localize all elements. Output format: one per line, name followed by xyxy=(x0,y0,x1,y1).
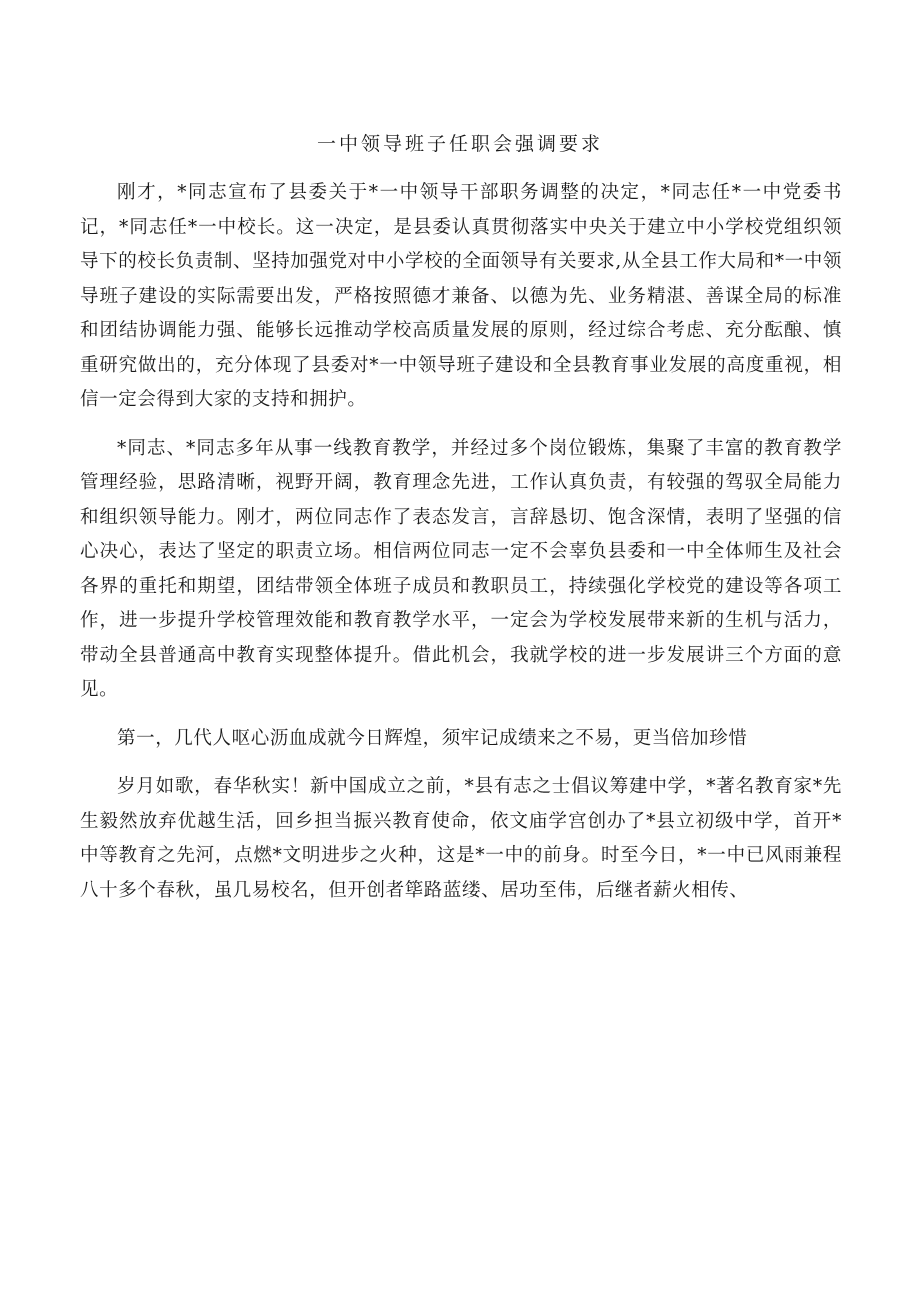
paragraph-appointees: *同志、*同志多年从事一线教育教学，并经过多个岗位锻炼，集聚了丰富的教育教学管理经验，思路清晰，视野开阔，教育理念先进，工作认真负责，有较强的驾驭全局能力和组织领导能力。刚才，两位同志作了表态发言，言辞恳切、饱含深情，表明了坚强的信心决心，表达了坚定的职责立场。相信两位同志一定不会辜负县委和一中全体师生及社会各界的重托和期望，团结带领全体班子成员和教职员工，持续强化学校党的建设等各项工作，进一步提升学校管理效能和教育教学水平，一定会为学校发展带来新的生机与活力，带动全县普通高中教育实现整体提升。借此机会，我就学校的进一步发展讲三个方面的意见。 xyxy=(80,437,842,700)
paragraph-announcement: 刚才，*同志宣布了县委关于*一中领导干部职务调整的决定，*同志任*一中党委书记，*同志任*一中校长。这一决定，是县委认真贯彻落实中央关于建立中小学校党组织领导下的校长负责制、坚持加强党对中小学校的全面领导有关要求,从全县工作大局和*一中领导班子建设的实际需要出发，严格按照德才兼备、以德为先、业务精湛、善谋全局的标准和团结协调能力强、能够长远推动学校高质量发展的原则，经过综合考虑、充分酝酿、慎重研究做出的，充分体现了县委对*一中领导班子建设和全县教育事业发展的高度重视，相信一定会得到大家的支持和拥护。 xyxy=(80,182,842,410)
section-heading-first: 第一，几代人呕心沥血成就今日辉煌，须牢记成绩来之不易，更当倍加珍惜 xyxy=(117,727,748,749)
paragraph-history: 岁月如歌，春华秋实！新中国成立之前，*县有志之士倡议筹建中学，*著名教育家*先生毅然放弃优越生活，回乡担当振兴教育使命，依文庙学宫创办了*县立初级中学，首开*中等教育之先河，点燃*文明进步之火种，这是*一中的前身。时至今日，*一中已风雨兼程八十多个春秋，虽几易校名，但开创者筚路蓝缕、居功至伟，后继者薪火相传、 xyxy=(80,776,842,901)
document-title: 一中领导班子任职会强调要求 xyxy=(316,133,603,155)
document-body xyxy=(80,176,842,908)
